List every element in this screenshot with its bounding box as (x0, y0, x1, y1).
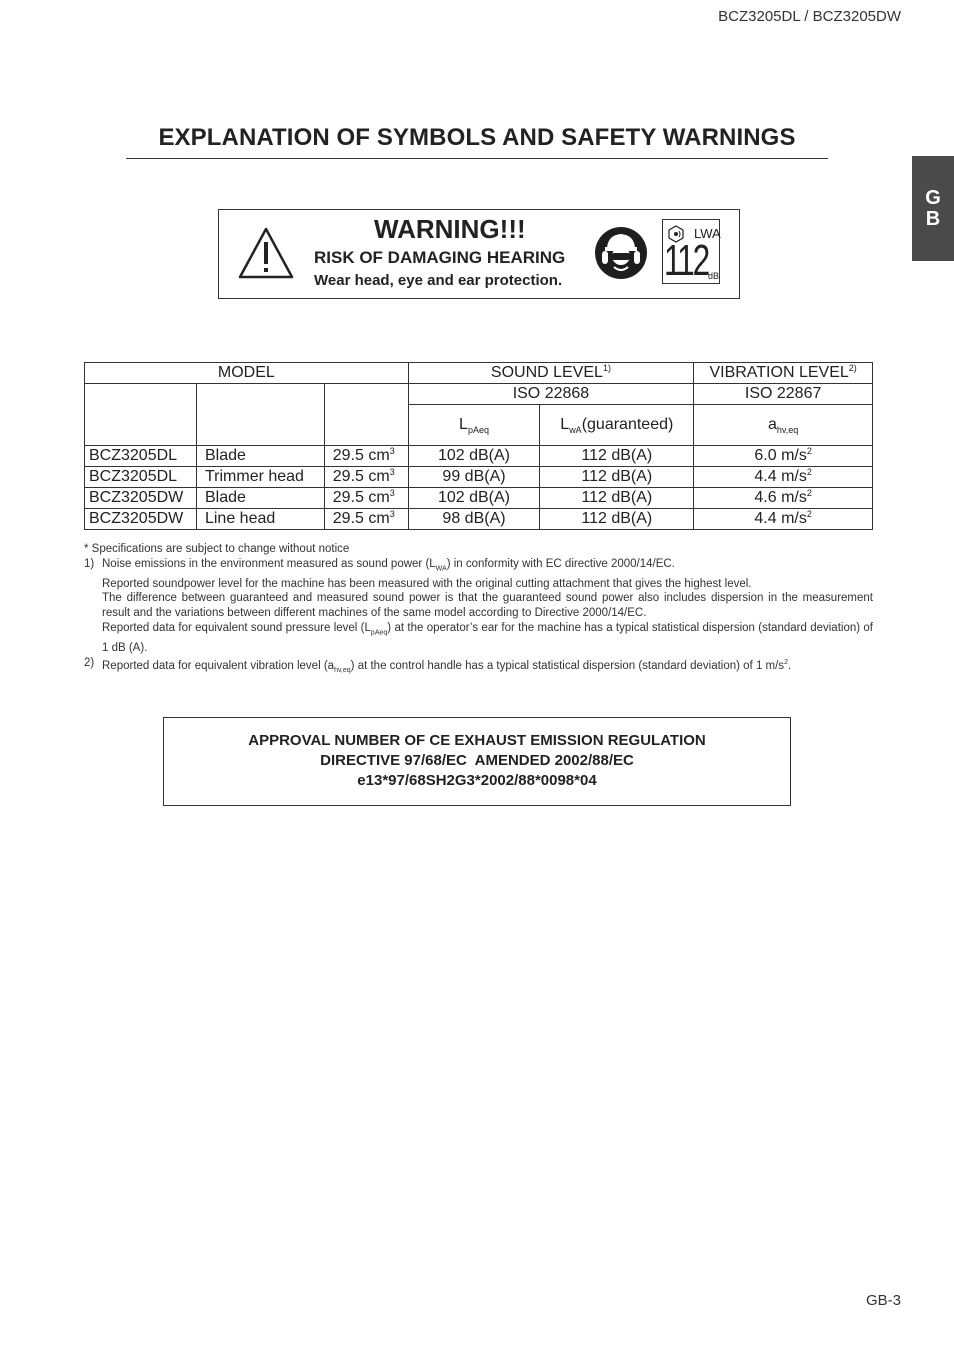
warning-instruction: Wear head, eye and ear protection. (314, 272, 563, 289)
warning-triangle-icon (238, 226, 294, 280)
lwa-main: L (560, 416, 570, 433)
language-tab-line2: B (925, 207, 941, 230)
note-1a-end: ) in conformity with EC directive 2000/14/EC. (446, 557, 675, 570)
note-2 (84, 656, 873, 679)
lpaeq-main: L (459, 416, 468, 433)
ahv-main: a (767, 416, 777, 433)
page-title: EXPLANATION OF SYMBOLS AND SAFETY WARNINGS (126, 124, 828, 159)
cube-sup: 3 (389, 509, 395, 519)
lpaeq-sub: pAeq (467, 425, 489, 435)
cell-lpaeq: 99 dB(A) (408, 467, 540, 488)
cell-lpaeq: 102 dB(A) (408, 446, 540, 467)
note-1d-sub: pAeq (370, 629, 388, 637)
lwa-unit: dB (708, 271, 720, 281)
note-1a-sub: WA (435, 565, 447, 572)
header-vibration-level (694, 363, 873, 384)
table-row (85, 467, 873, 488)
note-2-key: 2) (84, 656, 95, 669)
displacement-value: 29.5 cm (332, 468, 390, 485)
sound-level-ref: 1) (602, 363, 611, 373)
approval-box (163, 717, 791, 806)
footnotes (84, 542, 873, 678)
language-tab (912, 156, 954, 261)
header-lwa (540, 405, 694, 446)
language-tab-line1: G (925, 186, 941, 209)
vibration-value: 4.6 m/s (754, 489, 807, 506)
table-iso-row (85, 384, 873, 405)
blank-cell (85, 384, 197, 446)
cell-vibration (694, 467, 873, 488)
displacement-value: 29.5 cm (332, 447, 390, 464)
approval-line-2: DIRECTIVE 97/68/EC AMENDED 2002/88/EC (320, 752, 634, 769)
note-1d-end: ) at the operator’s ear for the machine has a typical statistical dispersion (standard deviation) of 1 dB (A). (102, 621, 874, 654)
cell-displacement (324, 488, 408, 509)
warning-risk-text: RISK OF DAMAGING HEARING (314, 248, 566, 267)
cell-lwa: 112 dB(A) (540, 467, 694, 488)
cell-model: BCZ3205DW (85, 488, 197, 509)
cell-lwa: 112 dB(A) (540, 488, 694, 509)
cell-lwa: 112 dB(A) (540, 509, 694, 530)
approval-line-1: APPROVAL NUMBER OF CE EXHAUST EMISSION REGULATION (248, 732, 706, 749)
vibration-value: 4.4 m/s (754, 510, 807, 527)
iso-vibration: ISO 22867 (694, 384, 873, 405)
ahv-sub: hv,eq (776, 425, 799, 435)
displacement-value: 29.5 cm (332, 489, 390, 506)
cell-lwa: 112 dB(A) (540, 446, 694, 467)
table-header-row (85, 363, 873, 384)
square-sup: 2 (806, 488, 812, 498)
cell-lpaeq: 98 dB(A) (408, 509, 540, 530)
note-1d-start: Reported data for equivalent sound pressure level (L (102, 621, 371, 634)
lwa-suffix: (guaranteed) (581, 416, 674, 433)
cell-model: BCZ3205DL (85, 467, 197, 488)
lwa-sub: wA (569, 425, 582, 435)
cell-displacement (324, 509, 408, 530)
cell-displacement (324, 467, 408, 488)
header-vibration-level-text: VIBRATION LEVEL (709, 364, 849, 381)
cell-vibration (694, 509, 873, 530)
vibration-level-ref: 2) (848, 363, 857, 373)
cube-sup: 3 (389, 446, 395, 456)
note-2-tail: . (787, 659, 792, 672)
spec-change-note: * Specifications are subject to change without notice (84, 543, 350, 555)
cube-sup: 3 (389, 467, 395, 477)
square-sup: 2 (806, 509, 812, 519)
note-2-text (102, 656, 791, 679)
square-sup: 2 (806, 467, 812, 477)
model-code-header: BCZ3205DL / BCZ3205DW (718, 8, 901, 25)
page-number: GB-3 (865, 1292, 901, 1309)
note-1-text-b: Reported soundpower level for the machine has been measured with the original cutting attachment that gives the highest level. (102, 577, 752, 590)
note-1-text-d (84, 621, 873, 656)
warning-title: WARNING!!! (374, 214, 526, 244)
blank-cell (196, 384, 324, 446)
note-1-text-c: The difference between guaranteed and measured sound power is that the guaranteed sound power also includes dispersion in the measurement result and the variations between different machines of the same model according to Directive 2000/14/EC. (102, 592, 873, 620)
cell-model: BCZ3205DW (85, 509, 197, 530)
blank-cell (324, 384, 408, 446)
note-1a-start: Noise emissions in the environment measured as sound power (L (102, 557, 436, 570)
vibration-value: 6.0 m/s (754, 447, 807, 464)
note-2-sub: hv,eq (334, 666, 351, 674)
note-1-key: 1) (84, 557, 95, 570)
cell-attachment: Line head (196, 509, 324, 530)
header-ahv (694, 405, 873, 446)
header-model: MODEL (85, 363, 409, 384)
header-lpaeq (408, 405, 540, 446)
cell-displacement (324, 446, 408, 467)
lwa-value: 112 (664, 236, 709, 285)
cell-attachment: Blade (196, 446, 324, 467)
lwa-label: LWA (694, 226, 721, 241)
note-1-text-a (102, 557, 675, 577)
header-sound-level-text: SOUND LEVEL (490, 364, 603, 381)
square-sup: 2 (806, 446, 812, 456)
displacement-value: 29.5 cm (332, 510, 390, 527)
head-eye-ear-protection-icon (594, 226, 648, 280)
cell-attachment: Blade (196, 488, 324, 509)
table-row (85, 446, 873, 467)
note-2-sup: 2 (784, 658, 788, 666)
approval-line-3: e13*97/68SH2G3*2002/88*0098*04 (357, 772, 597, 789)
cell-model: BCZ3205DL (85, 446, 197, 467)
note-2-end: ) at the control handle has a typical statistical dispersion (standard deviation) of 1 m/s (350, 659, 785, 672)
cell-vibration (694, 446, 873, 467)
cell-attachment: Trimmer head (196, 467, 324, 488)
table-row (85, 509, 873, 530)
table-row (85, 488, 873, 509)
vibration-value: 4.4 m/s (754, 468, 807, 485)
note-1 (84, 557, 873, 577)
iso-sound: ISO 22868 (408, 384, 694, 405)
spec-table (84, 362, 873, 530)
header-sound-level (408, 363, 694, 384)
cell-vibration (694, 488, 873, 509)
cell-lpaeq: 102 dB(A) (408, 488, 540, 509)
cube-sup: 3 (389, 488, 395, 498)
note-2-start: Reported data for equivalent vibration level (a (102, 659, 335, 672)
